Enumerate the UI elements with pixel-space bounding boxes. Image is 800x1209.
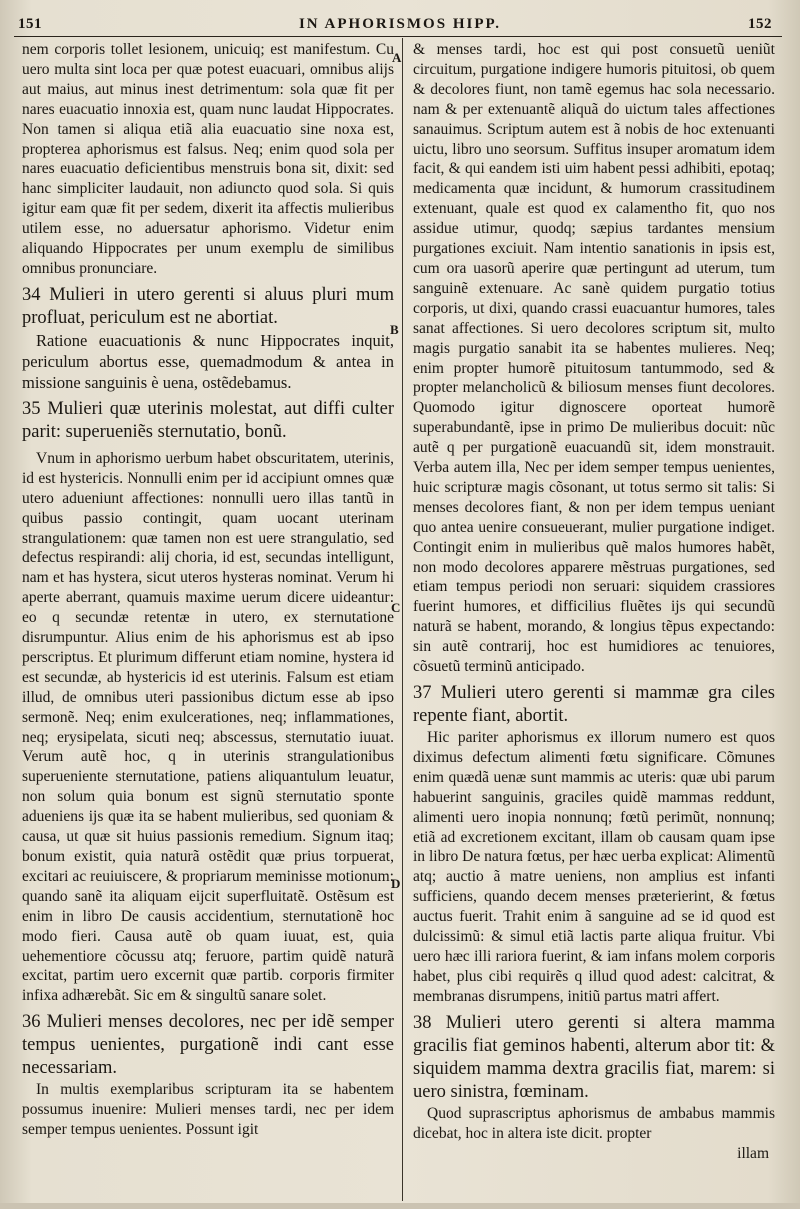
right-column — [413, 40, 775, 1163]
running-title: IN APHORISMOS HIPP. — [298, 16, 502, 32]
page-number-left: 151 — [18, 16, 42, 32]
aphorism-35: 35 Mulieri quæ uterinis molestat, aut diffi culter parit: superueniẽs sternutatio, bonũ. — [22, 398, 394, 442]
aphorism-37: 37 Mulieri utero gerenti si mammæ gra ciles repente fiant, abortit. — [413, 683, 775, 726]
commentary-paragraph: nem corporis tollet lesionem, unicuiq; est manifestum. Cu uero multa sint loca per quæ potest euacuari, omnibus alijs aut maius, aut minus inest detrimentum: sola quæ fit per nares euacuatio innoxia est, quam nunc laudat Hippocrates. Non tamen si aliqua etiã alia euacuatio sine noxa est, propterea aphorismus est falsus. Neq; enim quod sola per nares euacuatio deficientibus menstruis bona sit, dixit: sed hanc simpliciter laudauit, non adiuncto quod sola. Si quis igitur eam quæ fit per sedem, dixerit ita affectis mulieribus utilem esse, no aduersatur aphorismo. Videtur enim aliquando Hippocrates per unum exemplu de similibus omnibus pronunciare. — [22, 41, 394, 277]
column-separator — [402, 38, 403, 1201]
commentary-paragraph-continued: & menses tardi, hoc est qui post consuetũ ueniũt circuitum, purgatione indigere humoris pituitosi, ob quem & decolores fiunt, non tamẽ egemus hac sola necessario. nam & per extenuantẽ aliquã do uictum tales affectiones sanauimus. Scriptum autem est ã nobis de hoc extenuanti uictu, libro uno seorsum. Suffitus insuper aromatum idem facit, & qui eandem isti uim habent pessi adhibiti, epotaq; medicamenta quæ incidunt, & humorum crassitudinem extenuant, quale est quod ex calamentho fit, quo nos assidue utimur, quodq; sæpius tardantes mensium purgationes exciuit. Nam intentio sanationis in ipsis est, cum ora uasorũ aperire quæ pertingunt ad uterum, tum sanguinẽ extenuare. Ac sanè quidem purgatio totius corporis, ut dixi, quando crassi euacuantur humores, tales sanat affectiones. Si uero decolores scriptum sit, multo magis purgatio sanabit ita se habentes mulieres. Neq; enim propter humorẽ pituitosum tantummodo, sed & propter melancholicũ & biliosum menses fiunt decolores. Quomodo igitur dignoscere oporteat humorẽ superabundantẽ, ipse in primo De mulieribus docuit: nũc autẽ q per purgationẽ euacuandũ sit, idem monstrauit. Verba autem illa, Nec per idem semper tempus uenientes, huic scripturæ magis cõsonant, ut totus sermo sit talis: Si menses decolores fiant, & non per idem tempus ueniant quo antea uenire consueuerant, mulier purgatione indiget. Contingit enim in mulieribus quẽ malos humores habẽt, non modo decolores apparere mẽstruas purgationes, sed etiam tempus periodi non seruari: siquidem crassiores fuerint humores, et difficilius fluẽtes ijs qui secundũ naturã se habent, morando, & longius tẽpus expectando: sin autẽ contrarij, hoc est humidiores ac tenuiores, cõsuetũ terminũ anticipado. — [413, 41, 775, 676]
page-bottom-edge — [0, 1203, 800, 1209]
commentary-35: Vnum in aphorismo uerbum habet obscuritatem, uterinis, id est hystericis. Nonnulli enim per id accipiunt omnes quæ utero adueniunt affectiones: nonnulli uero illas tantũ in quibus passio contingit, quam uocant uterinam strangulationem: quæ tamen non est uere strangulatio, sed defectus respirandi: alij choria, id est, secundas intelligunt, nam et has hystera, sicut uteros hysteras nominat. Verum hi aperte aberrant, quamuis maxime uerum dicere uideantur: eo q secundæ retentæ in utero, ex sternutatione disrumpuntur. Alius enim de his aphorismus est ab ipso perscriptus. Et plurimum differunt etiam nomine, hystera id est secundæ, ab hystericis id est uterinis. Falsum est etiam illud, de omnibus uteri passionibus dictum esse ab ipso sermonẽ. Neq; enim exulcerationes, neq; inflammationes, neq; erysipelata, sicuti neq; abscessus, sternutatio iuuat. Verum autẽ hoc, q in uterinis strangulationibus superueniente sternutatione, patiens aliquantulum leuatur, non solum quia bonum est signũ sternutatio sponte adueniens ijs quæ ita se habent mulieribus, sed quoniam & causa, ut quæ sit huius passionis remedium. Signum itaq; bonum existit, quia naturã ostẽdit quæ prius torpuerat, excitari ac reuiuiscere, & propriarum meminisse motionum: quando sanẽ ita aliquam eijcit superfluitatẽ. Ostẽsum est enim in libro De causis accidentium, sternutationẽ hoc modo fieri. Causa autẽ ob quam iuuat, est, quia uehementiore cõcussu atq; feruore, partim quidẽ naturã excitat, partim uero excernit quæ partib. corporis firmiter infixa adhærebãt. Sic em & singultũ sanare solet. — [22, 449, 394, 1005]
commentary-37: Hic pariter aphorismus ex illorum numero est quos diximus defectum alimenti fœtu significare. Cõmunes enim quædã uenæ sunt mammis ac uteris: quæ ubi parum habuerint sanguinis, graciles quidẽ mammas reddunt, alimenti uero inopia nonnunq; fœtũ perimũt, nonnunq; etiã ad excretionem excitant, illam ob causam quam ipse in libro De natura fœtus, per hæc uerba explicat: Alimentũ atq; auctio ã matre ueniens, non amplius est infanti sufficiens, quando decem menses præterierint, & fœtus auctus fuerit. Trahit enim ã sanguine ad se id quod est dulcissimũ: & simul etiã lactis parte aliqua fruitur. Vbi uero hæc illi rariora fuerint, & iam infans molem corporis habet, plus cibi requirẽs q illud quod adest: calcitrat, & membranas disrumpens, initiũ partus matri affert. — [413, 729, 775, 1005]
catchword: illam — [737, 1144, 769, 1162]
margin-letter-d: D — [391, 876, 401, 891]
aphorism-38: 38 Mulieri utero gerenti si altera mamma gracilis fiat geminos habenti, alterum abor tit: & siquidem mamma dextra gracilis fiat, marem: si uero sinistra, fœminam. — [413, 1012, 775, 1102]
commentary-38: Quod suprascriptus aphorismus de ambabus mammis dicebat, hoc in altera iste dicit. propter — [413, 1104, 775, 1142]
commentary-34: Ratione euacuationis & nunc Hippocrates inquit, periculum abortus esse, quemadmodum & antea in missione sanguinis è uena, ostẽdebamus. — [22, 330, 394, 392]
aphorism-36: 36 Mulieri menses decolores, nec per idẽ semper tempus uenientes, purgationẽ indi cant esse necessariam. — [22, 1012, 394, 1079]
left-column — [22, 40, 394, 1140]
page-number-right: 152 — [748, 16, 772, 32]
commentary-36: In multis exemplaribus scripturam ita se habentem possumus inuenire: Mulieri menses tardi, nec per idem semper tempus uenientes. Possunt igit — [22, 1081, 394, 1139]
aphorism-34: 34 Mulieri in utero gerenti si aluus pluri mum profluat, periculum est ne abortiat. — [22, 284, 394, 328]
margin-letter-b: B — [390, 322, 399, 337]
header-rule — [14, 36, 782, 37]
margin-letter-a: A — [392, 50, 402, 65]
margin-letter-c: C — [391, 600, 401, 615]
